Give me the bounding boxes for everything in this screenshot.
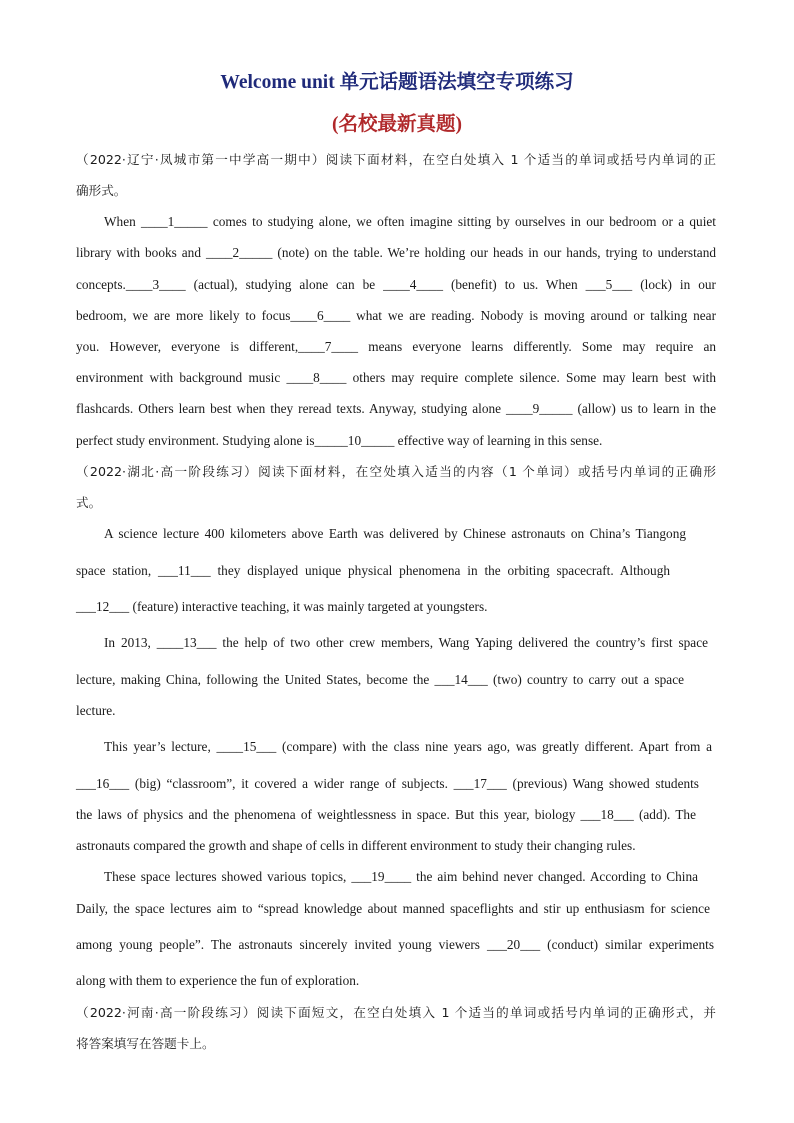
passage-2-line: among young people”. The astronauts sincerely invited young viewers ___20___ (conduct) similar experiments	[76, 937, 714, 952]
passage-2-line: ___16___ (big) “classroom”, it covered a wider range of subjects. ___17___ (previous) Wang showed students	[76, 776, 699, 791]
passage-1-line: When ____1_____ comes to studying alone, we often imagine sitting by ourselves in our bedroom or a quiet	[104, 214, 716, 229]
passage-1-line: library with books and ____2_____ (note) on the table. We’re holding our heads in our hands, trying to understand	[76, 245, 716, 260]
passage-2-line: the laws of physics and the phenomena of weightlessness in space. But this year, biology ___18___ (add). The	[76, 807, 696, 822]
passage-1-line: flashcards. Others learn best when they reread texts. Anyway, studying alone ____9_____ (allow) us to learn in the	[76, 401, 716, 416]
passage-2-line: lecture.	[76, 703, 116, 718]
source-note-3-cont: 将答案填写在答题卡上。	[76, 1036, 215, 1051]
page-subtitle: (名校最新真题)	[332, 114, 462, 135]
source-note-2: （2022·湖北·高一阶段练习）阅读下面材料，在空处填入适当的内容（1 个单词）或括号内单词的正确形	[76, 464, 716, 479]
passage-2-line: along with them to experience the fun of exploration.	[76, 973, 360, 988]
passage-2-line: lecture, making China, following the United States, become the ___14___ (two) country to carry out a space	[76, 672, 684, 687]
passage-2-line: Daily, the space lectures aim to “spread knowledge about manned spaceflights and stir up enthusiasm for science	[76, 901, 710, 916]
passage-1-line: concepts.____3____ (actual), studying alone can be ____4____ (benefit) to us. When ___5___ (lock) in our	[76, 277, 716, 292]
passage-2-line: astronauts compared the growth and shape of cells in different environment to study their changing rules.	[76, 838, 636, 853]
passage-1-line: bedroom, we are more likely to focus____6____ what we are reading. Nobody is moving around or talking near	[76, 308, 716, 323]
passage-1-line: environment with background music ____8____ others may require complete silence. Some may learn best with	[76, 370, 716, 385]
passage-2-line: A science lecture 400 kilometers above Earth was delivered by Chinese astronauts on China’s Tiangong	[104, 526, 686, 541]
passage-2-line: In 2013, ____13___ the help of two other crew members, Wang Yaping delivered the country’s first space	[104, 635, 708, 650]
source-note-3: （2022·河南·高一阶段练习）阅读下面短文，在空白处填入 1 个适当的单词或括号内单词的正确形式，并	[76, 1005, 716, 1020]
passage-1-line: perfect study environment. Studying alone is_____10_____ effective way of learning in this sense.	[76, 433, 603, 448]
passage-2-line: This year’s lecture, ____15___ (compare) with the class nine years ago, was greatly different. Apart from a	[104, 739, 712, 754]
passage-2-line: space station, ___11___ they displayed unique physical phenomena in the orbiting spacecraft. Although	[76, 563, 670, 578]
source-note-1-cont: 确形式。	[76, 183, 127, 198]
passage-2-line: ___12___ (feature) interactive teaching, it was mainly targeted at youngsters.	[76, 599, 488, 614]
passage-1-line: you. However, everyone is different,____7____ means everyone learns differently. Some may require an	[76, 339, 716, 354]
source-note-1: （2022·辽宁·凤城市第一中学高一期中）阅读下面材料，在空白处填入 1 个适当的单词或括号内单词的正	[76, 152, 716, 167]
passage-2-line: These space lectures showed various topics, ___19____ the aim behind never changed. According to China	[104, 869, 698, 884]
page-title: Welcome unit 单元话题语法填空专项练习	[220, 72, 574, 93]
source-note-2-cont: 式。	[76, 495, 102, 510]
